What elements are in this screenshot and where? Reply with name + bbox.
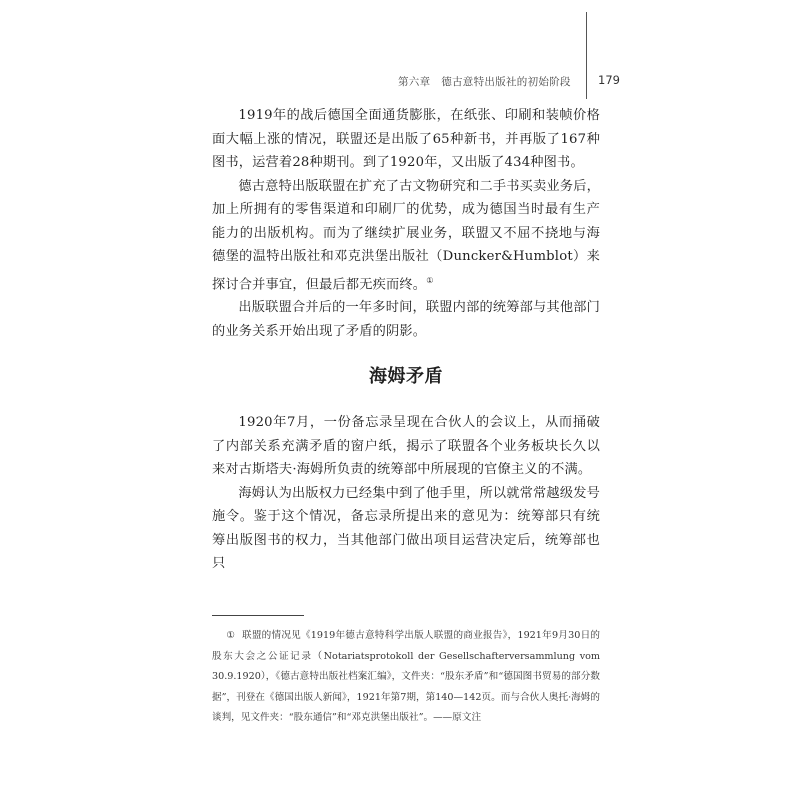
paragraph-memo bbox=[212, 411, 600, 482]
footnote-reference: ① bbox=[426, 275, 434, 285]
footnote-text: 联盟的情况见《1919年德古意特科学出版人联盟的商业报告》，1921年9月30日的股东大会之公证记录（Notariatsprotokoll der Gesellschafterversammlung vom 30.9.1920），《德古意特出版社档案汇编》，文件夹：“股东矛盾”和“德国图书贸易的部分数据”，刊登在《德国出版人新闻》，1921年第7期，第140—142页。而与合伙人奥托·海姆的谈判，见文件夹：“股东通信”和“邓克洪堡出版社”。——原文注 bbox=[212, 630, 600, 723]
footnote-divider bbox=[212, 615, 304, 616]
paragraph-text: 出版联盟合并后的一年多时间，联盟内部的统筹部与其他部门的业务关系开始出现了矛盾的阴影。 bbox=[212, 300, 600, 339]
paragraph-inflation bbox=[212, 104, 600, 175]
page-number: 179 bbox=[598, 73, 620, 87]
paragraph-expansion bbox=[212, 175, 600, 297]
running-header-chapter-title: 第六章 德古意特出版社的初始阶段 bbox=[398, 76, 571, 88]
body-text bbox=[212, 104, 600, 576]
paragraph-conflict-intro bbox=[212, 296, 600, 343]
paragraph-text: 1919年的战后德国全面通货膨胀，在纸张、印刷和装帧价格面大幅上涨的情况，联盟还是出版了65种新书，并再版了167种图书，运营着28种期刊。到了1920年，又出版了434种图书。 bbox=[212, 108, 600, 170]
paragraph-text: 德古意特出版联盟在扩充了古文物研究和二手书买卖业务后，加上所拥有的零售渠道和印刷厂的优势，成为德国当时最有生产能力的出版机构。而为了继续扩展业务，联盟又不屈不挠地与海德堡的温特出版社和邓克洪堡出版社（Duncker&Humblot）来探讨合并事宜，但最后都无疾而终。 bbox=[212, 178, 600, 292]
footnote-marker: ① bbox=[226, 630, 235, 641]
paragraph-heim bbox=[212, 482, 600, 576]
header-vertical-rule bbox=[586, 12, 587, 99]
paragraph-text: 海姆认为出版权力已经集中到了他手里，所以就常常越级发号施令。鉴于这个情况，备忘录所提出来的意见为：统筹部只有统筹出版图书的权力，当其他部门做出项目运营决定后，统筹部也只 bbox=[212, 485, 600, 572]
paragraph-text: 1920年7月，一份备忘录呈现在合伙人的会议上，从而捅破了内部关系充满矛盾的窗户纸，揭示了联盟各个业务板块长久以来对古斯塔夫·海姆所负责的统筹部中所展现的官僚主义的不满。 bbox=[212, 415, 600, 478]
section-heading: 海姆矛盾 bbox=[369, 366, 443, 388]
footnote bbox=[212, 626, 600, 729]
